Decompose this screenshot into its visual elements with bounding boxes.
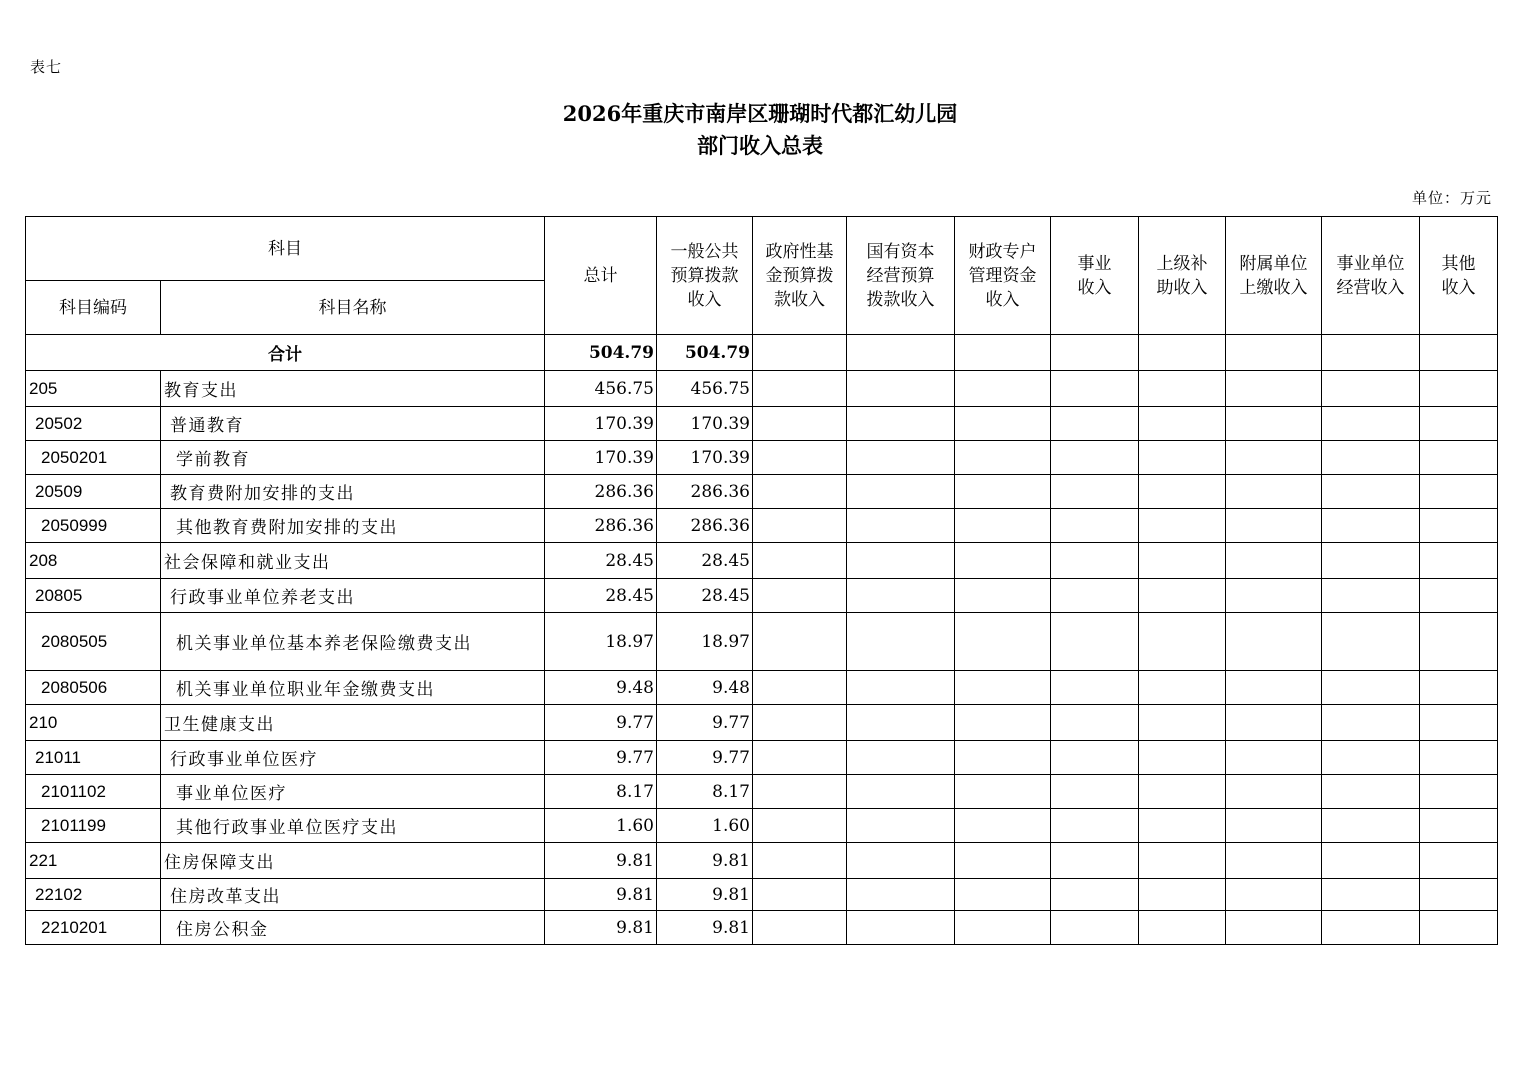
subject-code: 221	[26, 843, 161, 879]
subject-code: 20502	[26, 407, 161, 441]
total-value: 504.79	[545, 335, 657, 371]
total-value: 1.60	[545, 809, 657, 843]
header-row-1	[26, 217, 1498, 281]
table-number: 表七	[30, 58, 63, 76]
header-total: 总计	[545, 217, 657, 335]
subject-name: 行政事业单位养老支出	[161, 579, 545, 613]
subject-name: 卫生健康支出	[161, 705, 545, 741]
table-row	[26, 775, 1498, 809]
subject-code: 2210201	[26, 911, 161, 945]
table-row	[26, 407, 1498, 441]
total-row	[26, 335, 1498, 371]
total-value: 9.77	[545, 705, 657, 741]
header-col	[955, 217, 1051, 335]
total-value: 28.45	[545, 543, 657, 579]
subject-name: 教育支出	[161, 371, 545, 407]
total-value: 9.81	[545, 911, 657, 945]
subject-name: 机关事业单位职业年金缴费支出	[161, 671, 545, 705]
subject-name: 教育费附加安排的支出	[161, 475, 545, 509]
header-col-line: 收入	[687, 289, 722, 310]
header-col-line: 上级补	[1156, 253, 1208, 274]
table-row	[26, 543, 1498, 579]
general-budget-value: 8.17	[657, 775, 753, 809]
table-row	[26, 509, 1498, 543]
header-col-line: 上缴收入	[1239, 277, 1308, 298]
general-budget-value: 28.45	[657, 579, 753, 613]
page-subtitle: 部门收入总表	[697, 133, 823, 158]
general-budget-value: 9.81	[657, 843, 753, 879]
header-col	[847, 217, 955, 335]
header-col	[1226, 217, 1322, 335]
general-budget-value: 9.48	[657, 671, 753, 705]
subject-code: 2050999	[26, 509, 161, 543]
subject-code: 22102	[26, 879, 161, 911]
general-budget-value: 286.36	[657, 509, 753, 543]
table-row	[26, 371, 1498, 407]
header-col-line: 预算拨款	[670, 265, 739, 286]
header-col-line: 一般公共	[670, 241, 739, 262]
general-budget-value: 286.36	[657, 475, 753, 509]
general-budget-value: 9.81	[657, 879, 753, 911]
header-col	[657, 217, 753, 335]
subject-name: 住房改革支出	[161, 879, 545, 911]
subject-name: 社会保障和就业支出	[161, 543, 545, 579]
header-col-line: 国有资本	[866, 241, 935, 262]
header-col	[1420, 217, 1498, 335]
total-value: 456.75	[545, 371, 657, 407]
header-col-line: 事业单位	[1336, 253, 1405, 274]
header-col	[1322, 217, 1420, 335]
header-col-line: 款收入	[774, 289, 825, 310]
subject-code: 21011	[26, 741, 161, 775]
general-budget-value: 9.77	[657, 741, 753, 775]
general-budget-value: 170.39	[657, 407, 753, 441]
subject-name: 住房公积金	[161, 911, 545, 945]
subject-name: 普通教育	[161, 407, 545, 441]
header-col-line: 事业	[1077, 253, 1112, 274]
header-col	[753, 217, 847, 335]
header-col-line: 政府性基	[765, 241, 834, 262]
header-col-line: 收入	[1077, 277, 1112, 298]
header-col-line: 经营预算	[866, 265, 935, 286]
subject-name: 事业单位医疗	[161, 775, 545, 809]
header-col-line: 收入	[1441, 277, 1476, 298]
general-budget-value: 9.77	[657, 705, 753, 741]
general-budget-value: 18.97	[657, 613, 753, 671]
total-value: 286.36	[545, 509, 657, 543]
table-row	[26, 579, 1498, 613]
general-budget-value: 456.75	[657, 371, 753, 407]
table-row	[26, 879, 1498, 911]
total-value: 170.39	[545, 441, 657, 475]
general-budget-value: 9.81	[657, 911, 753, 945]
header-col-line: 附属单位	[1239, 253, 1308, 274]
table-row	[26, 741, 1498, 775]
header-col-line: 其他	[1441, 253, 1476, 274]
total-label: 合计	[26, 335, 545, 371]
header-col	[1051, 217, 1139, 335]
header-col-line: 拨款收入	[866, 289, 935, 310]
table-row	[26, 911, 1498, 945]
header-subject: 科目	[26, 217, 545, 281]
header-col-line: 财政专户	[968, 241, 1037, 262]
total-value: 8.17	[545, 775, 657, 809]
subject-name: 机关事业单位基本养老保险缴费支出	[161, 613, 545, 671]
subject-name: 其他教育费附加安排的支出	[161, 509, 545, 543]
total-value: 286.36	[545, 475, 657, 509]
subject-name: 住房保障支出	[161, 843, 545, 879]
subject-code: 2101199	[26, 809, 161, 843]
general-budget-value: 170.39	[657, 441, 753, 475]
subject-code: 20805	[26, 579, 161, 613]
subject-code: 208	[26, 543, 161, 579]
total-value: 170.39	[545, 407, 657, 441]
unit-label: 单位：万元	[1411, 189, 1492, 207]
income-summary-table	[25, 216, 1498, 945]
subject-code: 2101102	[26, 775, 161, 809]
subject-name: 学前教育	[161, 441, 545, 475]
subject-code: 205	[26, 371, 161, 407]
total-value: 9.77	[545, 741, 657, 775]
total-value: 9.81	[545, 843, 657, 879]
subject-code: 2050201	[26, 441, 161, 475]
header-subject-name: 科目名称	[161, 281, 545, 335]
table-row	[26, 613, 1498, 671]
header-col-line: 助收入	[1156, 277, 1208, 298]
header-col-line: 经营收入	[1336, 277, 1405, 298]
general-budget-value: 28.45	[657, 543, 753, 579]
header-col-line: 收入	[985, 289, 1020, 310]
total-value: 28.45	[545, 579, 657, 613]
subject-code: 210	[26, 705, 161, 741]
header-col-line: 金预算拨	[765, 265, 834, 286]
general-budget-value: 1.60	[657, 809, 753, 843]
subject-name: 行政事业单位医疗	[161, 741, 545, 775]
table-row	[26, 441, 1498, 475]
table-row	[26, 809, 1498, 843]
total-value: 9.48	[545, 671, 657, 705]
subject-name: 其他行政事业单位医疗支出	[161, 809, 545, 843]
total-value: 18.97	[545, 613, 657, 671]
subject-code: 2080505	[26, 613, 161, 671]
table-row	[26, 475, 1498, 509]
page-title: 2026年重庆市南岸区珊瑚时代都汇幼儿园	[562, 101, 958, 126]
header-subject-code: 科目编码	[26, 281, 161, 335]
header-col	[1139, 217, 1226, 335]
total-general-value: 504.79	[657, 335, 753, 371]
header-col-line: 管理资金	[968, 265, 1037, 286]
table-row	[26, 843, 1498, 879]
total-value: 9.81	[545, 879, 657, 911]
subject-code: 2080506	[26, 671, 161, 705]
table-row	[26, 671, 1498, 705]
table-row	[26, 705, 1498, 741]
subject-code: 20509	[26, 475, 161, 509]
